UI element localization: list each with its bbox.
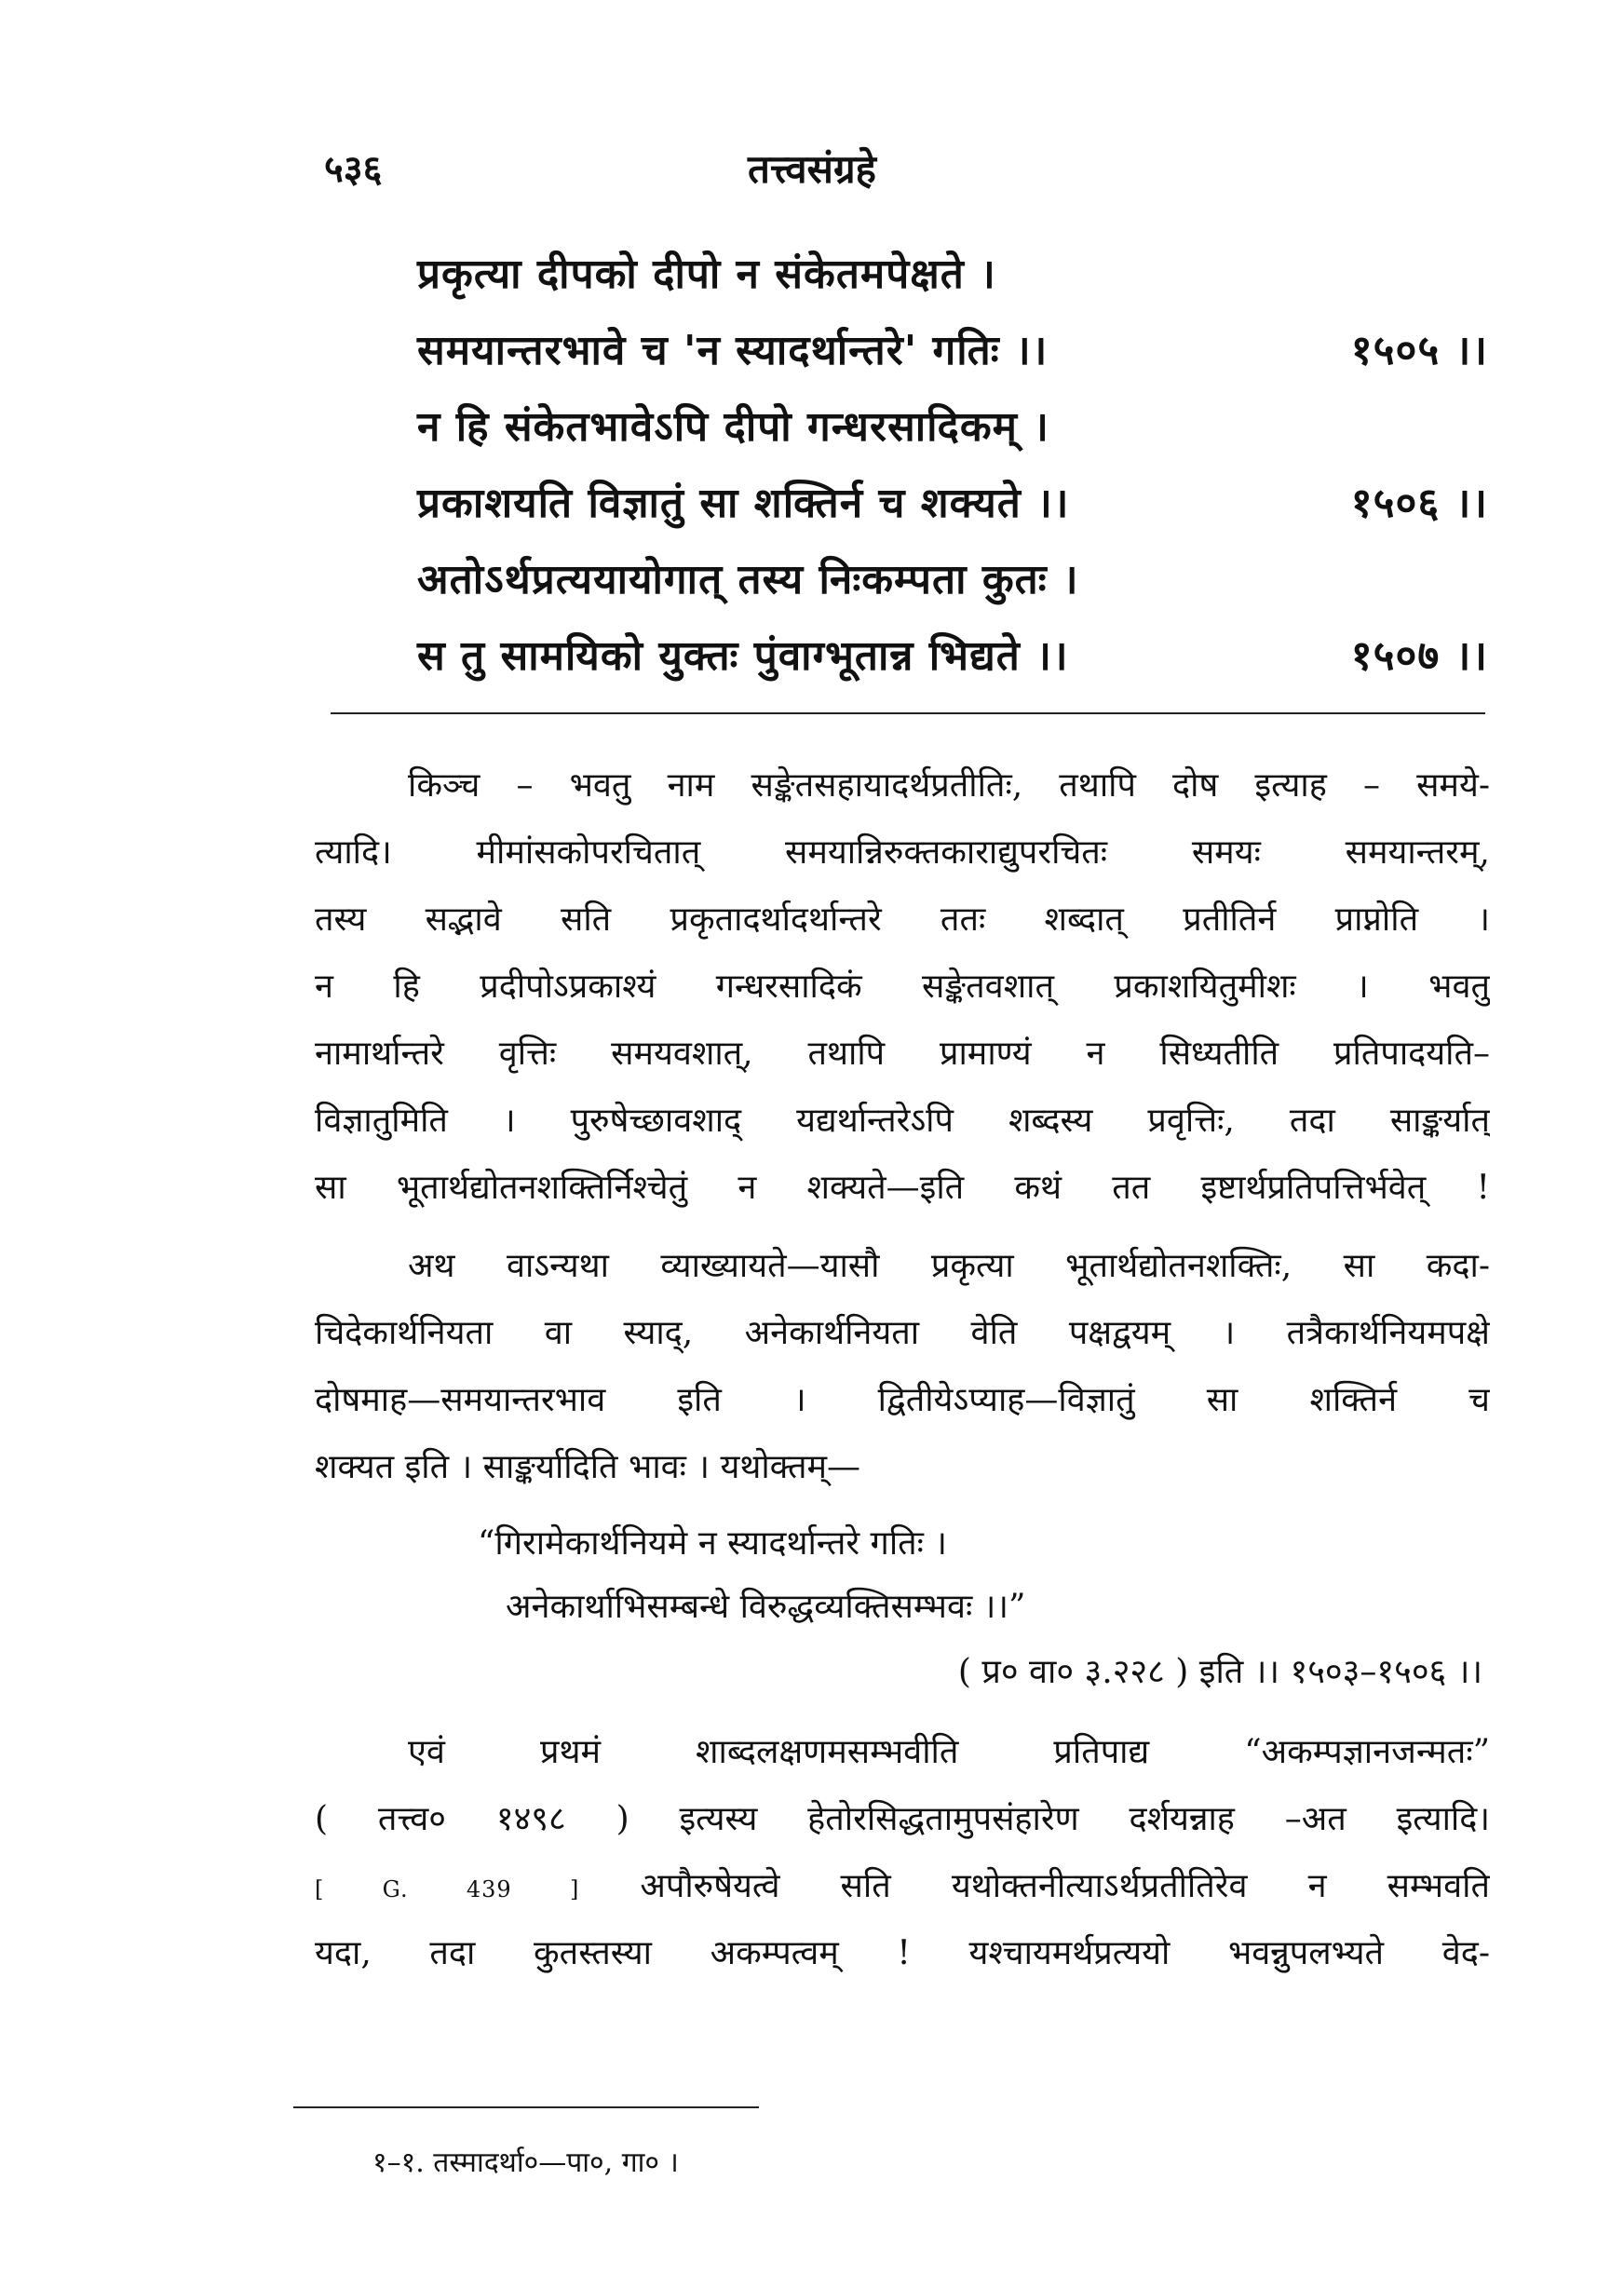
verse-line — [417, 626, 1488, 702]
page-number: ५३६ — [324, 147, 383, 191]
verse-line — [417, 320, 1488, 397]
commentary-line: अथ वाऽन्यथा व्याख्यायते—यासौ प्रकृत्या भूतार्थद्योतनशक्तिः, सा कदा- — [408, 1247, 1490, 1285]
commentary-line: यदा, तदा कुतस्तस्या अकम्पत्वम् ! यश्चायमर्थप्रत्ययो भवन्नुपलभ्यते वेद- — [315, 1934, 1490, 1972]
verse-text: न हि संकेतभावेऽपि दीपो गन्धरसादिकम् । — [417, 403, 1049, 451]
verse-text: स तु सामयिको युक्तः पुंवाग्भूतान्न भिद्यते ।। — [417, 632, 1069, 680]
commentary-line: एवं प्रथमं शाब्दलक्षणमसम्भवीति प्रतिपाद्य “अकम्पज्ञानजन्मतः” — [408, 1733, 1490, 1771]
commentary-line: तस्य सद्भावे सति प्रकृतादर्थादर्थान्तरे ततः शब्दात् प्रतीतिर्न प्राप्नोति । — [315, 900, 1490, 939]
verse-line — [417, 473, 1488, 549]
verse-line — [417, 397, 1488, 473]
verse-text: समयान्तरभावे च 'न स्यादर्थान्तरे' गतिः ।। — [417, 327, 1049, 374]
footnote-divider — [293, 2106, 759, 2108]
quote-line: अनेकार्थाभिसम्बन्धे विरुद्धव्यक्तिसम्भवः ।।” — [506, 1588, 1026, 1626]
verse-block — [417, 244, 1488, 702]
verse-text: प्रकाशयति विज्ञातुं सा शक्तिर्न च शक्यते ।। — [417, 480, 1070, 527]
commentary-line: सा भूतार्थद्योतनशक्तिर्निश्चेतुं न शक्यते—इति कथं तत इष्टार्थप्रतिपत्तिर्भवेत् ! — [315, 1169, 1490, 1207]
verse-number: १५०७ ।। — [1350, 632, 1488, 680]
quoted-verse — [315, 1512, 1490, 1706]
commentary-line: त्यादि। मीमांसकोपरचितात् समयान्निरुक्तकाराद्युपरचितः समयः समयान्तरम्, — [315, 833, 1490, 872]
commentary-line: ( तत्त्व० १४९८ ) इत्यस्य हेतोरसिद्धतामुपसंहारेण दर्शयन्नाह –अत इत्यादि। — [315, 1800, 1490, 1838]
commentary-line-with-marker — [315, 1853, 1490, 1920]
commentary-paragraph-3 — [315, 1719, 1490, 1987]
verse-line — [417, 244, 1488, 320]
footnote: १–१. तस्मादर्था०—पा०, गा० । — [372, 2146, 679, 2179]
commentary-line: न हि प्रदीपोऽप्रकाश्यं गन्धरसादिकं सङ्केतवशात् प्रकाशयितुमीशः । भवतु — [315, 968, 1490, 1006]
commentary-paragraph-2 — [315, 1233, 1490, 1501]
verse-line — [417, 549, 1488, 626]
commentary-text: अपौरुषेयत्वे सति यथोक्तनीत्याऽर्थप्रतीतिरेव न सम्भवति — [640, 1867, 1490, 1905]
commentary-line: नामार्थान्तरे वृत्तिः समयवशात्, तथापि प्रामाण्यं न सिध्यतीति प्रतिपादयति– — [315, 1035, 1490, 1073]
verse-number: १५०६ ।। — [1350, 480, 1488, 527]
verse-text: अतोऽर्थप्रत्ययायोगात् तस्य निःकम्पता कुतः । — [417, 556, 1079, 603]
quote-line: “गिरामेकार्थनियमे न स्यादर्थान्तरे गतिः । — [478, 1524, 948, 1563]
commentary-line: चिदेकार्थनियता वा स्याद्, अनेकार्थनियता वेति पक्षद्वयम् । तत्रैकार्थनियमपक्षे — [315, 1314, 1490, 1352]
verse-number: १५०५ ।। — [1350, 327, 1488, 374]
commentary-block — [315, 752, 1490, 1998]
commentary-line: शक्यत इति । साङ्कर्यादिति भावः । यथोक्तम्— — [315, 1448, 861, 1486]
commentary-line: किञ्च – भवतु नाम सङ्केतसहायादर्थप्रतीतिः, तथापि दोष इत्याह – समये- — [408, 766, 1490, 805]
commentary-line: दोषमाह—समयान्तरभाव इति । द्वितीयेऽप्याह—विज्ञातुं सा शक्तिर्न च — [315, 1381, 1490, 1419]
commentary-line: विज्ञातुमिति । पुरुषेच्छावशाद् यद्यर्थान्तरेऽपि शब्दस्य प्रवृत्तिः, तदा साङ्कर्यात् — [315, 1102, 1490, 1140]
verse-commentary-divider — [331, 712, 1485, 714]
running-title: तत्त्वसंग्रहे — [748, 146, 876, 192]
page-header — [0, 142, 1624, 207]
gloss-page-marker: [ G. 439 ] — [315, 1876, 580, 1902]
verse-text: प्रकृत्या दीपको दीपो न संकेतमपेक्षते । — [417, 250, 996, 298]
commentary-paragraph-1 — [315, 752, 1490, 1222]
quote-reference: ( प्र० वा० ३.२२८ ) इति ।। १५०३–१५०६ ।। — [957, 1653, 1482, 1691]
